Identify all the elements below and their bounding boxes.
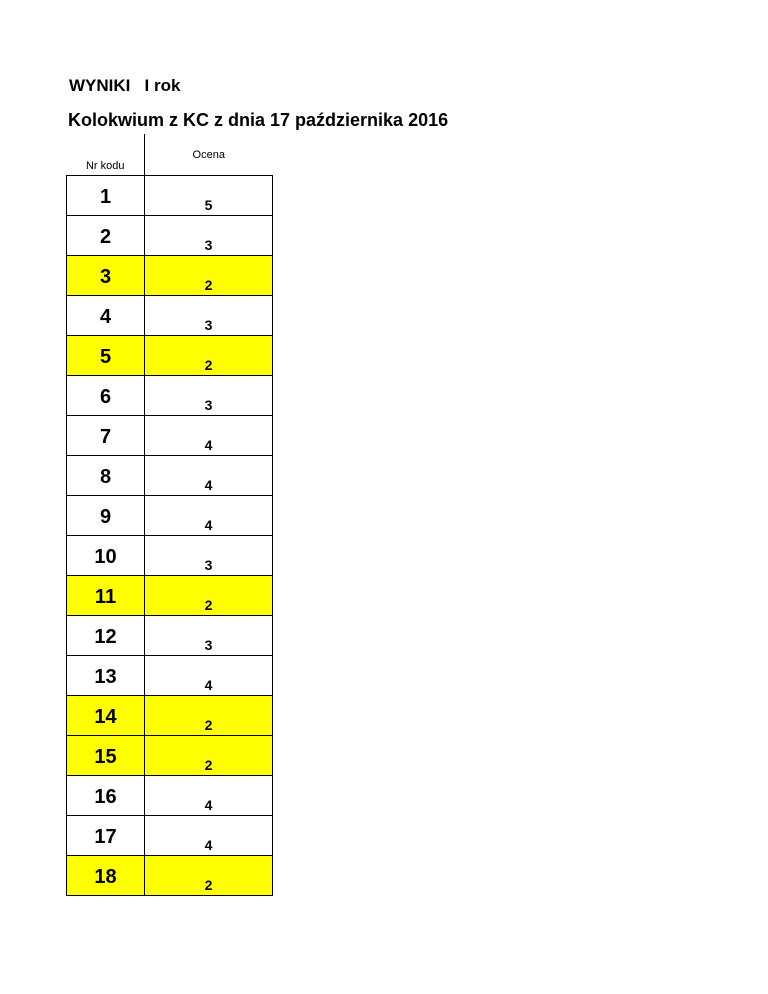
grade-cell: 3	[145, 616, 273, 656]
grade-cell: 2	[145, 336, 273, 376]
code-cell: 11	[67, 576, 145, 616]
grade-cell: 2	[145, 696, 273, 736]
table-row	[67, 696, 273, 736]
table-row	[67, 176, 273, 216]
grade-cell: 3	[145, 216, 273, 256]
code-cell: 16	[67, 776, 145, 816]
table-row	[67, 536, 273, 576]
header-row	[67, 134, 273, 176]
document-title: WYNIKI I rok	[69, 76, 181, 95]
header-grade: Ocena	[145, 134, 273, 176]
table-row	[67, 616, 273, 656]
grade-cell: 4	[145, 816, 273, 856]
table-row	[67, 776, 273, 816]
table-row	[67, 856, 273, 896]
code-cell: 7	[67, 416, 145, 456]
code-cell: 13	[67, 656, 145, 696]
code-cell: 15	[67, 736, 145, 776]
grade-cell: 2	[145, 856, 273, 896]
grade-cell: 4	[145, 656, 273, 696]
document-subtitle: Kolokwium z KC z dnia 17 października 2016	[68, 110, 449, 130]
grade-cell: 5	[145, 176, 273, 216]
code-cell: 18	[67, 856, 145, 896]
table-row	[67, 376, 273, 416]
table-row	[67, 336, 273, 376]
table-row	[67, 816, 273, 856]
grade-cell: 2	[145, 736, 273, 776]
grade-cell: 3	[145, 376, 273, 416]
code-cell: 8	[67, 456, 145, 496]
table-row	[67, 656, 273, 696]
code-cell: 2	[67, 216, 145, 256]
table-row	[67, 216, 273, 256]
table-row	[67, 736, 273, 776]
code-cell: 4	[67, 296, 145, 336]
table-row	[67, 576, 273, 616]
code-cell: 5	[67, 336, 145, 376]
code-cell: 10	[67, 536, 145, 576]
grade-cell: 4	[145, 456, 273, 496]
grade-cell: 4	[145, 496, 273, 536]
grade-cell: 3	[145, 296, 273, 336]
table-row	[67, 496, 273, 536]
code-cell: 14	[67, 696, 145, 736]
code-cell: 6	[67, 376, 145, 416]
header-code: Nr kodu	[67, 134, 145, 176]
table-row	[67, 456, 273, 496]
code-cell: 12	[67, 616, 145, 656]
table-row	[67, 416, 273, 456]
table-body	[67, 176, 273, 896]
code-cell: 17	[67, 816, 145, 856]
code-cell: 3	[67, 256, 145, 296]
code-cell: 1	[67, 176, 145, 216]
grade-cell: 2	[145, 256, 273, 296]
table-header	[67, 134, 273, 176]
grade-cell: 3	[145, 536, 273, 576]
code-cell: 9	[67, 496, 145, 536]
results-table	[66, 134, 273, 896]
table-row	[67, 296, 273, 336]
grade-cell: 4	[145, 776, 273, 816]
table-row	[67, 256, 273, 296]
grade-cell: 2	[145, 576, 273, 616]
grade-cell: 4	[145, 416, 273, 456]
